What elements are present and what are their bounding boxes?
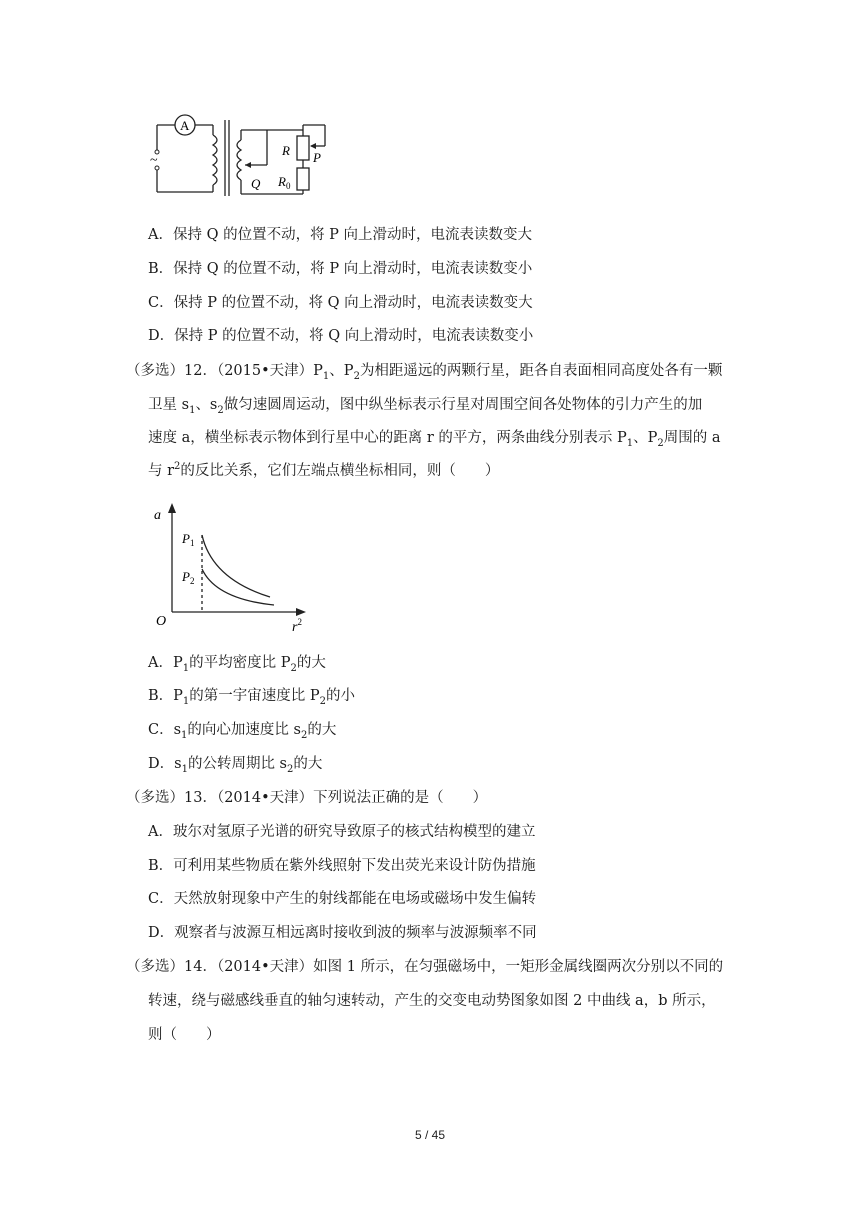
resistor-r-label: R bbox=[282, 143, 290, 158]
q14-stem-line-3: 则（ ） bbox=[148, 1027, 221, 1043]
q12-option-c: C．$s_1$的向心加速度比 $s_2$的大 bbox=[148, 722, 337, 741]
q13-option-c: C．天然放射现象中产生的射线都能在电场或磁场中发生偏转 bbox=[148, 891, 537, 907]
page-number: 5 / 45 bbox=[414, 1128, 446, 1142]
q12-option-b: B．$P_1$的第一宇宙速度比 $P_2$的小 bbox=[148, 688, 356, 707]
q12-option-a: A．$P_1$的平均密度比 $P_2$的大 bbox=[148, 655, 326, 674]
q14-stem-line-1: （多选）14．（2014•天津）如图 1 所示，在匀强磁场中，一矩形金属线圈两次分别以不同的 bbox=[126, 959, 724, 975]
q13-option-b: B．可利用某些物质在紫外线照射下发出荧光来设计防伪措施 bbox=[148, 858, 536, 874]
q13-stem: （多选）13．（2014•天津）下列说法正确的是（ ） bbox=[126, 790, 488, 806]
origin-label: O bbox=[156, 614, 167, 629]
q12-stem-line-1: （多选）12．（2015•天津）$P_1$、$P_2$为相距遥远的两颗行星，距各自表面相同高度处各有一颗 bbox=[126, 363, 723, 382]
ammeter-label: A bbox=[180, 118, 190, 133]
y-axis-label: a bbox=[154, 508, 161, 523]
q12-stem-line-4: 与 $r^2$的反比关系，它们左端点横坐标相同，则（ ） bbox=[148, 461, 500, 479]
q13-option-d: D．观察者与波源互相远离时接收到波的频率与波源频率不同 bbox=[148, 925, 537, 941]
transformer-circuit-figure bbox=[145, 110, 335, 200]
q12-stem-line-3: 速度 a，横坐标表示物体到行星中心的距离 r 的平方，两条曲线分别表示 $P_1$、$P_2$周围的 a bbox=[148, 430, 721, 449]
q11-option-b: B．保持 Q 的位置不动，将 P 向上滑动时，电流表读数变小 bbox=[148, 261, 533, 277]
acceleration-graph bbox=[150, 497, 320, 637]
tap-q-label: Q bbox=[251, 176, 261, 191]
source-symbol: ~ bbox=[150, 153, 158, 168]
q11-option-a: A．保持 Q 的位置不动，将 P 向上滑动时，电流表读数变大 bbox=[148, 227, 533, 243]
p1-curve-label: $P_1$ bbox=[182, 531, 195, 548]
q13-option-a: A．玻尔对氢原子光谱的研究导致原子的核式结构模型的建立 bbox=[148, 824, 536, 840]
slider-p-label: P bbox=[313, 150, 321, 165]
q11-option-c: C．保持 P 的位置不动，将 Q 向上滑动时，电流表读数变大 bbox=[148, 295, 533, 311]
q11-option-d: D．保持 P 的位置不动，将 Q 向上滑动时，电流表读数变小 bbox=[148, 328, 534, 344]
q14-stem-line-2: 转速，绕与磁感线垂直的轴匀速转动，产生的交变电动势图象如图 2 中曲线 a，b 所示， bbox=[148, 993, 716, 1009]
p2-curve-label: $P_2$ bbox=[182, 569, 195, 586]
x-axis-label: $r^2$ bbox=[292, 617, 302, 635]
q12-option-d: D．$s_1$的公转周期比 $s_2$的大 bbox=[148, 756, 323, 775]
q12-stem-line-2: 卫星 $s_1$、$s_2$做匀速圆周运动，图中纵坐标表示行星对周围空间各处物体的引力产生的加 bbox=[148, 397, 703, 416]
resistor-r0-label: $R_0$ bbox=[278, 174, 291, 191]
